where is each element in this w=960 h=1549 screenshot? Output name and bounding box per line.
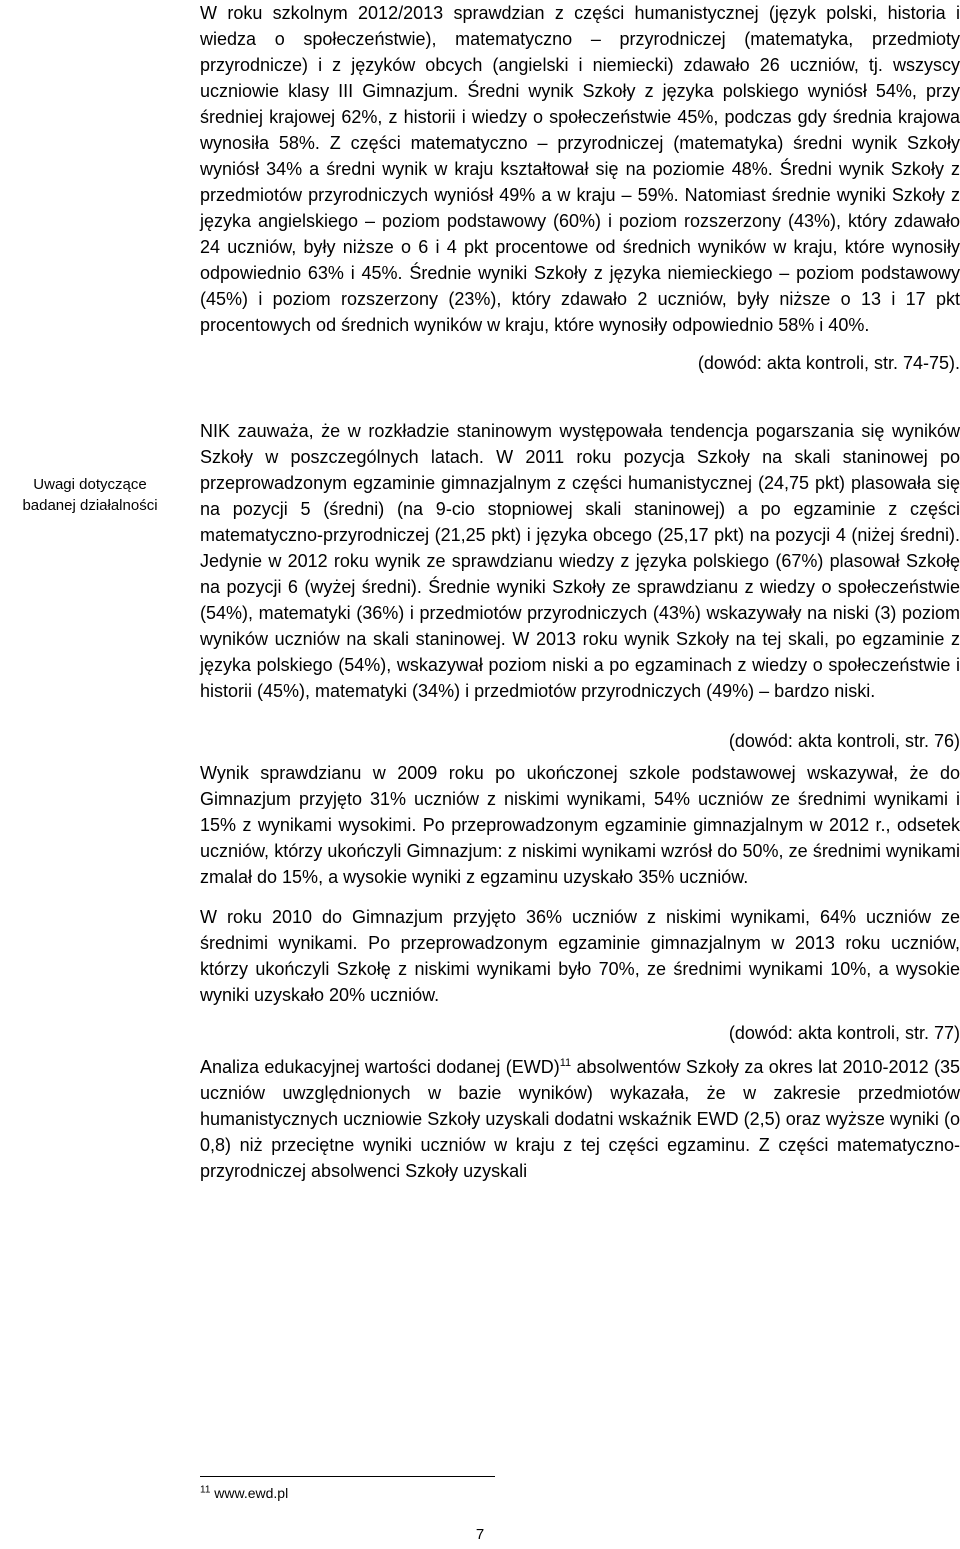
footnote-number: 11 xyxy=(200,1484,211,1496)
footnote-text: www.ewd.pl xyxy=(210,1485,289,1501)
evidence-reference-2: (dowód: akta kontroli, str. 76) xyxy=(728,731,960,751)
footnote-divider xyxy=(200,1476,495,1477)
paragraph-exam-results-2013: W roku szkolnym 2012/2013 sprawdzian z części humanistycznej (język polski, historia i wiedza o społeczeństwie), matematyczno – przyrodniczej (matematyka, przedmioty przyrodnicze) i z języków obcych (angielski i niemiecki) zdawało 26 uczniów, tj. wszyscy uczniowie klasy III Gimnazjum. Średni wynik Szkoły z języka polskiego wyniósł 54%, przy średniej krajowej 62%, z historii i wiedzy o społeczeństwie 45%, podczas gdy średnia krajowa wynosiła 58%. Z części matematyczno – przyrodniczej (matematyka) średni wynik Szkoły wyniósł 34% a średni wynik w kraju kształtował się na poziomie 48%. Średni wynik Szkoły z przedmiotów przyrodniczych wyniósł 49% a w kraju – 59%. Natomiast średnie wyniki Szkoły z języka angielskiego – poziom podstawowy (60%) i poziom rozszerzony (43%), który zdawało 24 uczniów, były niższe o 6 i 4 pkt procentowe od średnich wyników w kraju, które wynosiły odpowiednio 63% i 45%. Średnie wyniki Szkoły z języka niemieckiego – poziom podstawowy (45%) i poziom rozszerzony (23%), który zdawało 2 uczniów, były niższe o 13 i 17 pkt procentowych od średnich wyników w kraju, które wynosiły odpowiednio 58% i 40%. xyxy=(200,3,960,335)
paragraph-stanine-analysis: NIK zauważa, że w rozkładzie staninowym występowała tendencja pogarszania się wyników Szkoły w poszczególnych latach. W 2011 roku pozycja Szkoły na skali staninowej po przeprowadzonym egzaminie gimnazjalnym z części humanistycznej (24,75 pkt) plasowała się na pozycji 5 (średni) (na 9-cio stopniowej skali staninowej) a po egzaminie z części matematyczno-przyrodniczej (21,25 pkt) i języka obcego (25,17 pkt) na pozycji 4 (niżej średni). Jedynie w 2012 roku wynik ze sprawdzianu wiedzy z języka polskiego (67%) plasował Szkołę na pozycji 6 (wyżej średni). Średnie wyniki Szkoły ze sprawdzianu z wiedzy o społeczeństwie (54%), matematyki (36%) i przedmiotów przyrodniczych (43%) wskazywały na niski (3) poziom wyników uczniów na skali staninowej. W 2013 roku wynik Szkoły na tej skali, po egzaminie z języka polskiego (54%), wskazywał poziom niski a po egzaminach z wiedzy o społeczeństwie i historii (45%), matematyki (34%) i przedmiotów przyrodniczych (49%) – bardzo niski. xyxy=(200,421,960,701)
page-number: 7 xyxy=(475,1526,485,1543)
ewd-text-start: Analiza edukacyjnej wartości dodanej (EWD) xyxy=(200,1057,560,1077)
margin-note xyxy=(0,474,180,516)
footnote xyxy=(200,1484,288,1502)
footnote-reference: 11 xyxy=(559,1057,572,1069)
main-text xyxy=(200,0,960,1184)
margin-note-line-2: badanej działalności xyxy=(22,497,158,514)
paragraph-2009-intake: Wynik sprawdzianu w 2009 roku po ukończonej szkole podstawowej wskazywał, że do Gimnazjum przyjęto 31% uczniów z niskimi wynikami, 54% uczniów ze średnimi wynikami i 15% z wynikami wysokimi. Po przeprowadzonym egzaminie gimnazjalnym w 2012 r., odsetek uczniów, którzy ukończyli Gimnazjum: z niskimi wynikami wzrósł do 50%, ze średnimi wynikami zmalał do 15%, a wysokie wyniki z egzaminu uzyskało 35% uczniów. xyxy=(200,763,960,887)
evidence-reference-1: (dowód: akta kontroli, str. 74-75). xyxy=(697,353,960,373)
evidence-reference-3: (dowód: akta kontroli, str. 77) xyxy=(728,1023,960,1043)
margin-note-line-1: Uwagi dotyczące xyxy=(33,476,147,493)
paragraph-ewd-analysis xyxy=(200,1054,960,1184)
paragraph-2010-intake: W roku 2010 do Gimnazjum przyjęto 36% uczniów z niskimi wynikami, 64% uczniów ze średnimi wynikami. Po przeprowadzonym egzaminie gimnazjalnym w 2013 roku uczniów, którzy ukończyli Szkołę z niskimi wynikami było 70%, ze średnimi wynikami 10%, a wysokie wyniki uzyskało 20% uczniów. xyxy=(200,907,960,1005)
ewd-text-rest: absolwentów Szkoły za okres lat 2010-2012 (35 uczniów uwzględnionych w bazie wyników) wykazała, że w zakresie przedmiotów humanistycznych uczniowie Szkoły uzyskali dodatni wskaźnik EWD (2,5) oraz wyższe wyniki (o 0,8) niż przeciętne wyniki uczniów w kraju z tej części egzaminu. Z części matematyczno-przyrodniczej absolwenci Szkoły uzyskali xyxy=(200,1057,960,1181)
